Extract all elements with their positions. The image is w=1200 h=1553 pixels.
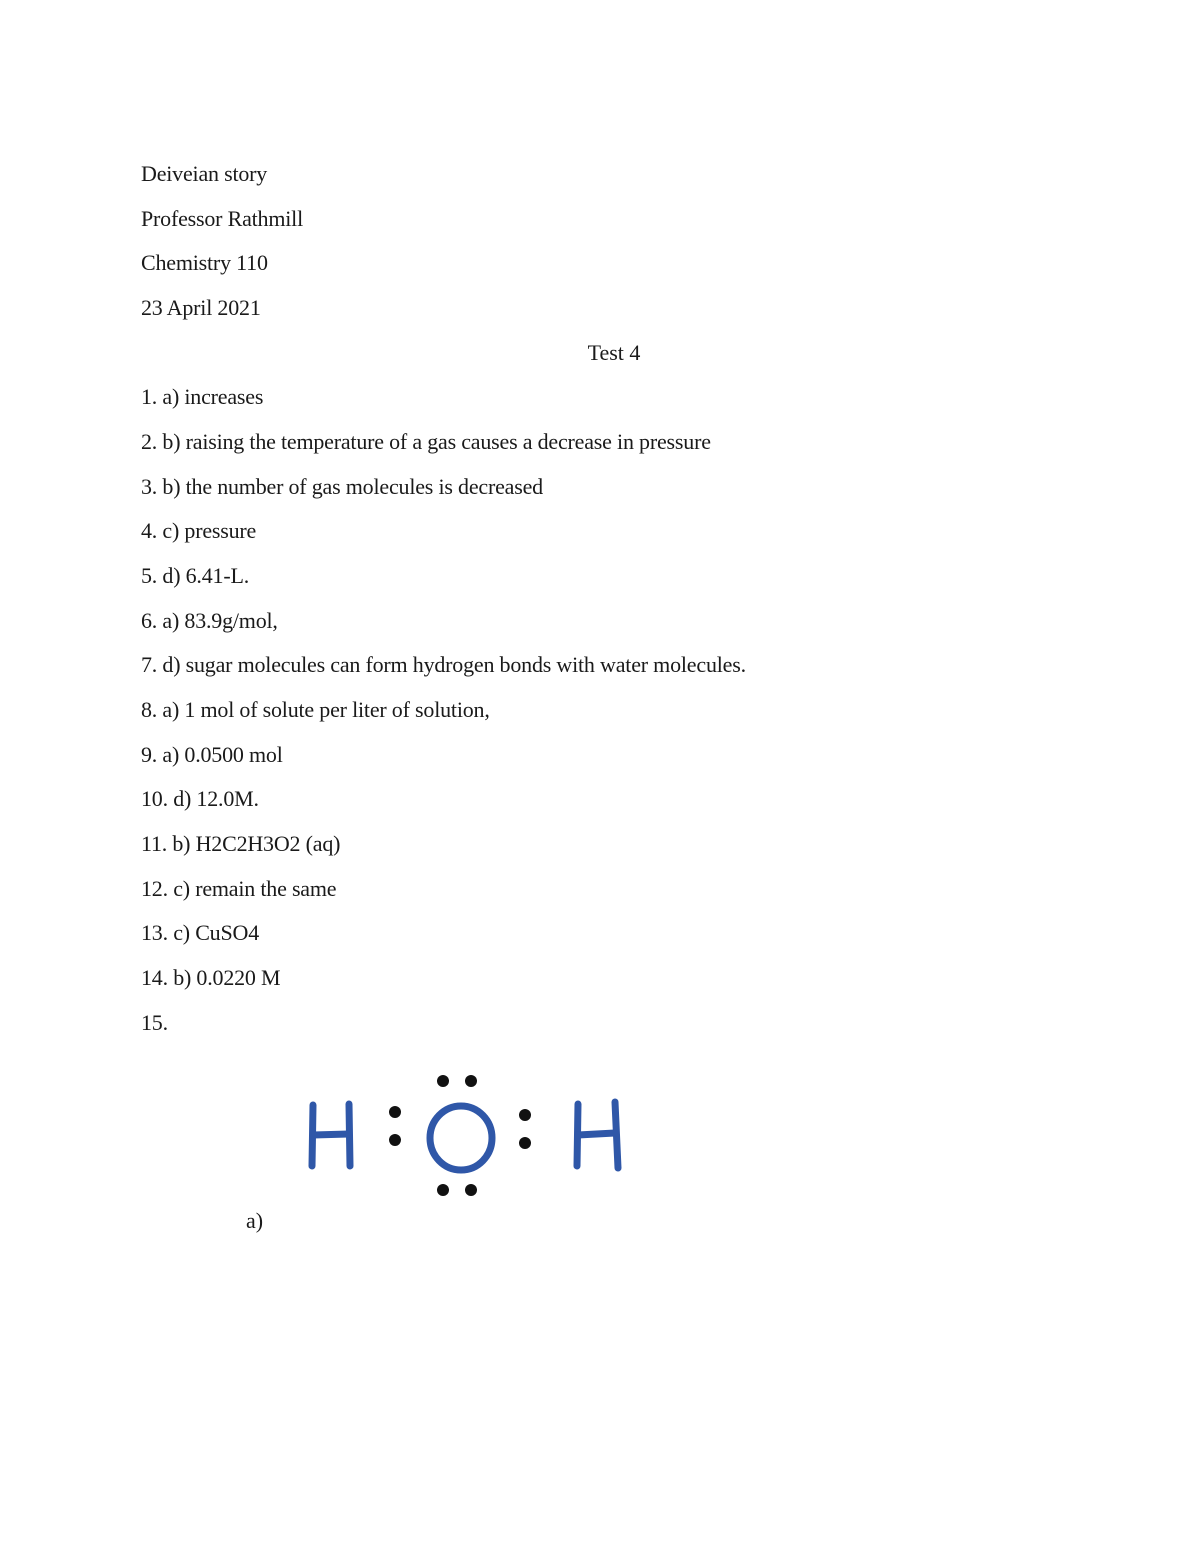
- electron-dot: [389, 1106, 401, 1118]
- electron-dot: [465, 1184, 477, 1196]
- h-left-stroke: [313, 1134, 349, 1135]
- document-date: 23 April 2021: [141, 295, 261, 320]
- answer-line: 4. c) pressure: [141, 518, 257, 543]
- answer-line: 11. b) H2C2H3O2 (aq): [141, 831, 341, 856]
- electron-dot: [519, 1137, 531, 1149]
- answer-line: 6. a) 83.9g/mol,: [141, 608, 278, 633]
- electron-dot: [389, 1134, 401, 1146]
- h-right-stroke: [578, 1133, 615, 1135]
- electron-dot: [519, 1109, 531, 1121]
- answer-line: 1. a) increases: [141, 384, 264, 409]
- document-title: Test 4: [587, 340, 641, 365]
- course-name: Chemistry 110: [141, 250, 268, 275]
- water-lewis-structure-image: [285, 1058, 643, 1230]
- answer-line: 8. a) 1 mol of solute per liter of solution,: [141, 697, 490, 722]
- answer-line: 5. d) 6.41-L.: [141, 563, 249, 588]
- answer-line: 14. b) 0.0220 M: [141, 965, 281, 990]
- electron-dot: [437, 1184, 449, 1196]
- answer-line: 13. c) CuSO4: [141, 920, 259, 945]
- student-name: Deiveian story: [141, 161, 268, 186]
- answer-line: 12. c) remain the same: [141, 876, 337, 901]
- answer-line: 3. b) the number of gas molecules is decreased: [141, 474, 543, 499]
- answer-line: 15.: [141, 1010, 168, 1035]
- sub-answer-label: a): [246, 1208, 264, 1233]
- electron-dot: [465, 1075, 477, 1087]
- answer-line: 7. d) sugar molecules can form hydrogen bonds with water molecules.: [141, 652, 746, 677]
- answer-line: 10. d) 12.0M.: [141, 786, 259, 811]
- electron-dot: [437, 1075, 449, 1087]
- professor-name: Professor Rathmill: [141, 206, 304, 231]
- answer-line: 2. b) raising the temperature of a gas causes a decrease in pressure: [141, 429, 711, 454]
- answer-line: 9. a) 0.0500 mol: [141, 742, 283, 767]
- lewis-image-background: [285, 1058, 643, 1230]
